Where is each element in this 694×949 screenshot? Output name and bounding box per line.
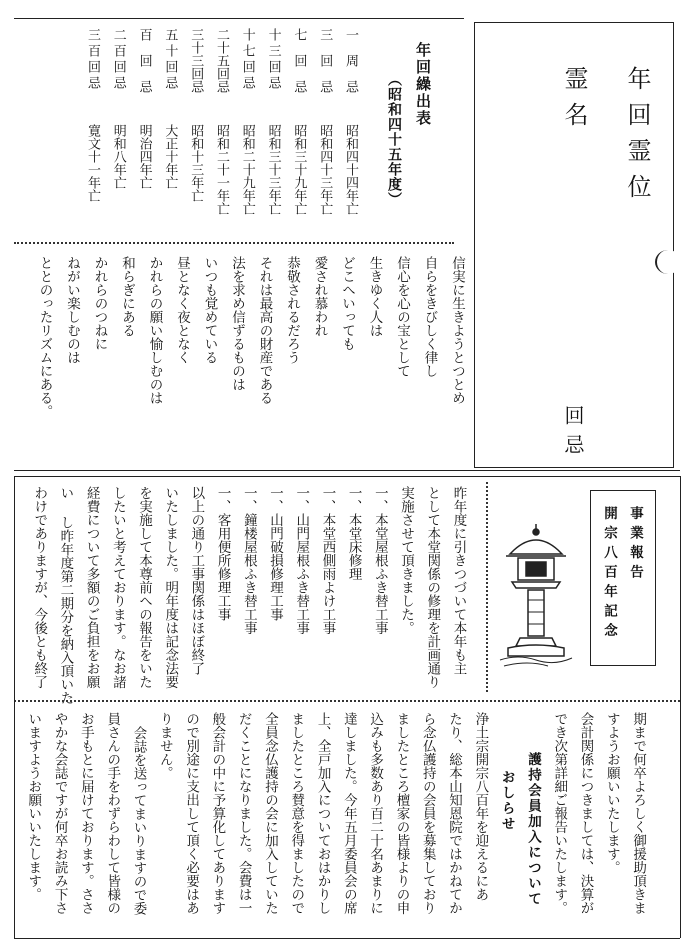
project-report-heading <box>596 506 648 656</box>
report-line: を実施して本尊前への報告をいた <box>136 486 153 689</box>
memorial-row-anniversary: 二十五回忌 <box>214 28 229 93</box>
notice-intro-line: すようお願いいたします。 <box>603 712 620 874</box>
notice-body-line: 達しました。今年五月委員会の席 <box>340 712 357 915</box>
poem-line: 信心を心の宝として <box>394 256 410 378</box>
report-line: い し昨年度第二期分を納入頂いた <box>57 486 74 705</box>
membership-notice <box>20 712 651 932</box>
notice-intro-line: 期まで何卒よろしく御援助頂きま <box>630 712 647 915</box>
memorial-row-year: 明治四年亡 <box>136 124 152 189</box>
right-border <box>680 476 681 938</box>
notice-body-line: だくことになりました。会費は一 <box>235 712 252 915</box>
memorial-row-anniversary: 三 回 忌 <box>317 28 333 93</box>
memorial-row-year: 昭和四十四年亡 <box>343 124 358 215</box>
notice-body-line: ので別途に支出して頂く必要はあ <box>183 712 200 915</box>
poem-line: 昼となく夜となく <box>174 256 190 364</box>
memorial-row-anniversary: 三十三回忌 <box>188 28 204 93</box>
stone-lantern-icon <box>498 520 574 670</box>
notice-body-line: 浄土宗開宗八百年を迎えるにあ <box>472 712 489 901</box>
memorial-row-year: 昭和三十三年亡 <box>265 124 281 215</box>
binding-hole-icon <box>655 250 681 274</box>
poem-line: 愛され慕われ <box>311 256 328 337</box>
notice-separator <box>14 700 680 702</box>
poem-line: かれらのつねに <box>91 256 108 351</box>
notice-body-line: ましたところ檀家の皆様よりの申 <box>393 712 410 915</box>
memorial-row-anniversary: 三百回忌 <box>85 28 100 92</box>
notice-body-line: 上、全戸加入についておはかりし <box>314 712 331 915</box>
notice-body-line: いますようお願いいたします。 <box>25 712 42 901</box>
spirit-ki-label: 忌 <box>561 434 585 454</box>
memorial-row-anniversary: 五十回忌 <box>162 28 178 92</box>
memorial-row-anniversary: 百 回 忌 <box>136 28 152 93</box>
report-line: 昨年度に引きつづいて本年も主 <box>450 486 467 675</box>
notice-body-line: りません。 <box>156 712 173 780</box>
notice-body-line: ましたところ賛意を得ましたので <box>288 712 305 915</box>
notice-body-line: 込みも多数あり百二十名あまりに <box>367 712 384 915</box>
table-separator <box>14 242 454 244</box>
notice-body-line: たり、総本山知恩院ではかねてか <box>446 712 463 915</box>
report-line: 経費について多額のご負担をお願 <box>83 486 100 689</box>
notice-subtitle: おしらせ <box>498 770 515 832</box>
report-line: 以上の通り工事関係はほぼ終了 <box>188 486 205 675</box>
notice-body-line: 般会計の中に予算化してあります <box>209 712 226 915</box>
report-line: 一、山門破損修理工事 <box>267 486 284 621</box>
project-report <box>26 486 471 705</box>
notice-intro-line: 会計関係につきましては、決算が <box>577 712 594 915</box>
memorial-row-year: 昭和三十九年亡 <box>291 124 307 215</box>
memorial-row-year: 昭和十三年亡 <box>188 124 204 202</box>
report-line: 一、客用便所修理工事 <box>214 486 231 621</box>
memorial-table-year: （昭和四十五年度） <box>386 72 402 207</box>
bottom-border <box>14 938 680 939</box>
notice-body-line: 会誌を送ってまいりますので委 <box>130 726 147 915</box>
notice-title: 護持会員加入について <box>524 752 541 907</box>
poem-line: いつも覚めている <box>201 256 218 364</box>
poem-line: それは最高の財産である <box>256 256 273 405</box>
notice-body-line: 員さんの手をわずらわして皆様の <box>104 712 121 915</box>
report-line: 一、本堂床修理 <box>345 486 362 581</box>
memorial-row-anniversary: 二百回忌 <box>110 28 126 92</box>
report-line: わけでありますが、今後とも終了 <box>31 486 48 689</box>
report-line: として本堂関係の修理を計画通り <box>424 486 441 689</box>
memorial-table-title: 年回繰出表 <box>414 42 432 127</box>
left-border <box>14 476 15 938</box>
poem-line: 法を求め信ずるものは <box>229 256 245 391</box>
poem-line: 信実に生きようとつとめ <box>449 256 465 405</box>
notice-body-line: やかな会誌ですが何卒お読み下さ <box>51 712 68 915</box>
memorial-row-year: 昭和四十三年亡 <box>317 124 333 215</box>
heading-column-left: 事業報告 <box>627 506 643 584</box>
poem-line: ととのったリズムにある。 <box>36 256 53 418</box>
spirit-box-title: 年回霊位 <box>623 66 651 210</box>
memorial-row-anniversary: 一 周 忌 <box>343 28 358 93</box>
middle-divider-2 <box>14 476 680 477</box>
memorial-row-year: 寛文十一年亡 <box>85 124 100 202</box>
memorial-row-anniversary: 十七回忌 <box>239 28 255 92</box>
poem-line: かれらの願い愉しむのは <box>146 256 163 405</box>
middle-divider <box>14 470 680 471</box>
memorial-row-anniversary: 十三回忌 <box>265 28 281 92</box>
spirit-kai-label: 回 <box>561 405 585 425</box>
heading-column-right: 開宗八百年記念 <box>601 506 617 643</box>
notice-intro-line: でき次第詳細ご報告いたします。 <box>551 712 568 915</box>
report-line: したいと考えております。なお諸 <box>109 486 126 689</box>
memorial-row-anniversary: 七 回 忌 <box>291 28 307 93</box>
poem <box>30 256 470 456</box>
report-line: 実施させて頂きました。 <box>398 486 415 635</box>
report-line: 一、本堂西側雨よけ工事 <box>319 486 336 635</box>
poem-line: 恭敬されるだろう <box>284 256 300 364</box>
poem-line: 自らをきびしく律し <box>421 256 438 378</box>
poem-line: どこへいっても <box>339 256 355 351</box>
report-separator <box>486 482 488 692</box>
memorial-row-year: 昭和二十一年亡 <box>214 124 229 215</box>
memorial-row-year: 大正十年亡 <box>162 124 178 189</box>
spirit-name-label: 霊名 <box>560 66 588 138</box>
top-border <box>14 18 464 19</box>
memorial-row-year: 明和八年亡 <box>110 124 126 189</box>
poem-line: 和らぎにある <box>119 256 135 337</box>
report-line: 一、山門屋根ふき替工事 <box>293 486 310 635</box>
memorial-row-year: 昭和二十九年亡 <box>239 124 255 215</box>
report-line: 一、鐘楼屋根ふき替工事 <box>240 486 257 635</box>
report-line: 一、本堂屋根ふき替工事 <box>371 486 388 635</box>
poem-line: ねがい楽しむのは <box>64 256 80 364</box>
notice-body-line: ら念仏護持の会員を募集しており <box>419 712 436 915</box>
notice-body-line: 全員念仏護持の会に加入していた <box>261 712 278 915</box>
poem-line: 生きゆく人は <box>366 256 383 337</box>
report-line: いたしました。明年度は記念法要 <box>162 486 179 689</box>
notice-body-line: お手もとに届けております。ささ <box>77 712 94 915</box>
